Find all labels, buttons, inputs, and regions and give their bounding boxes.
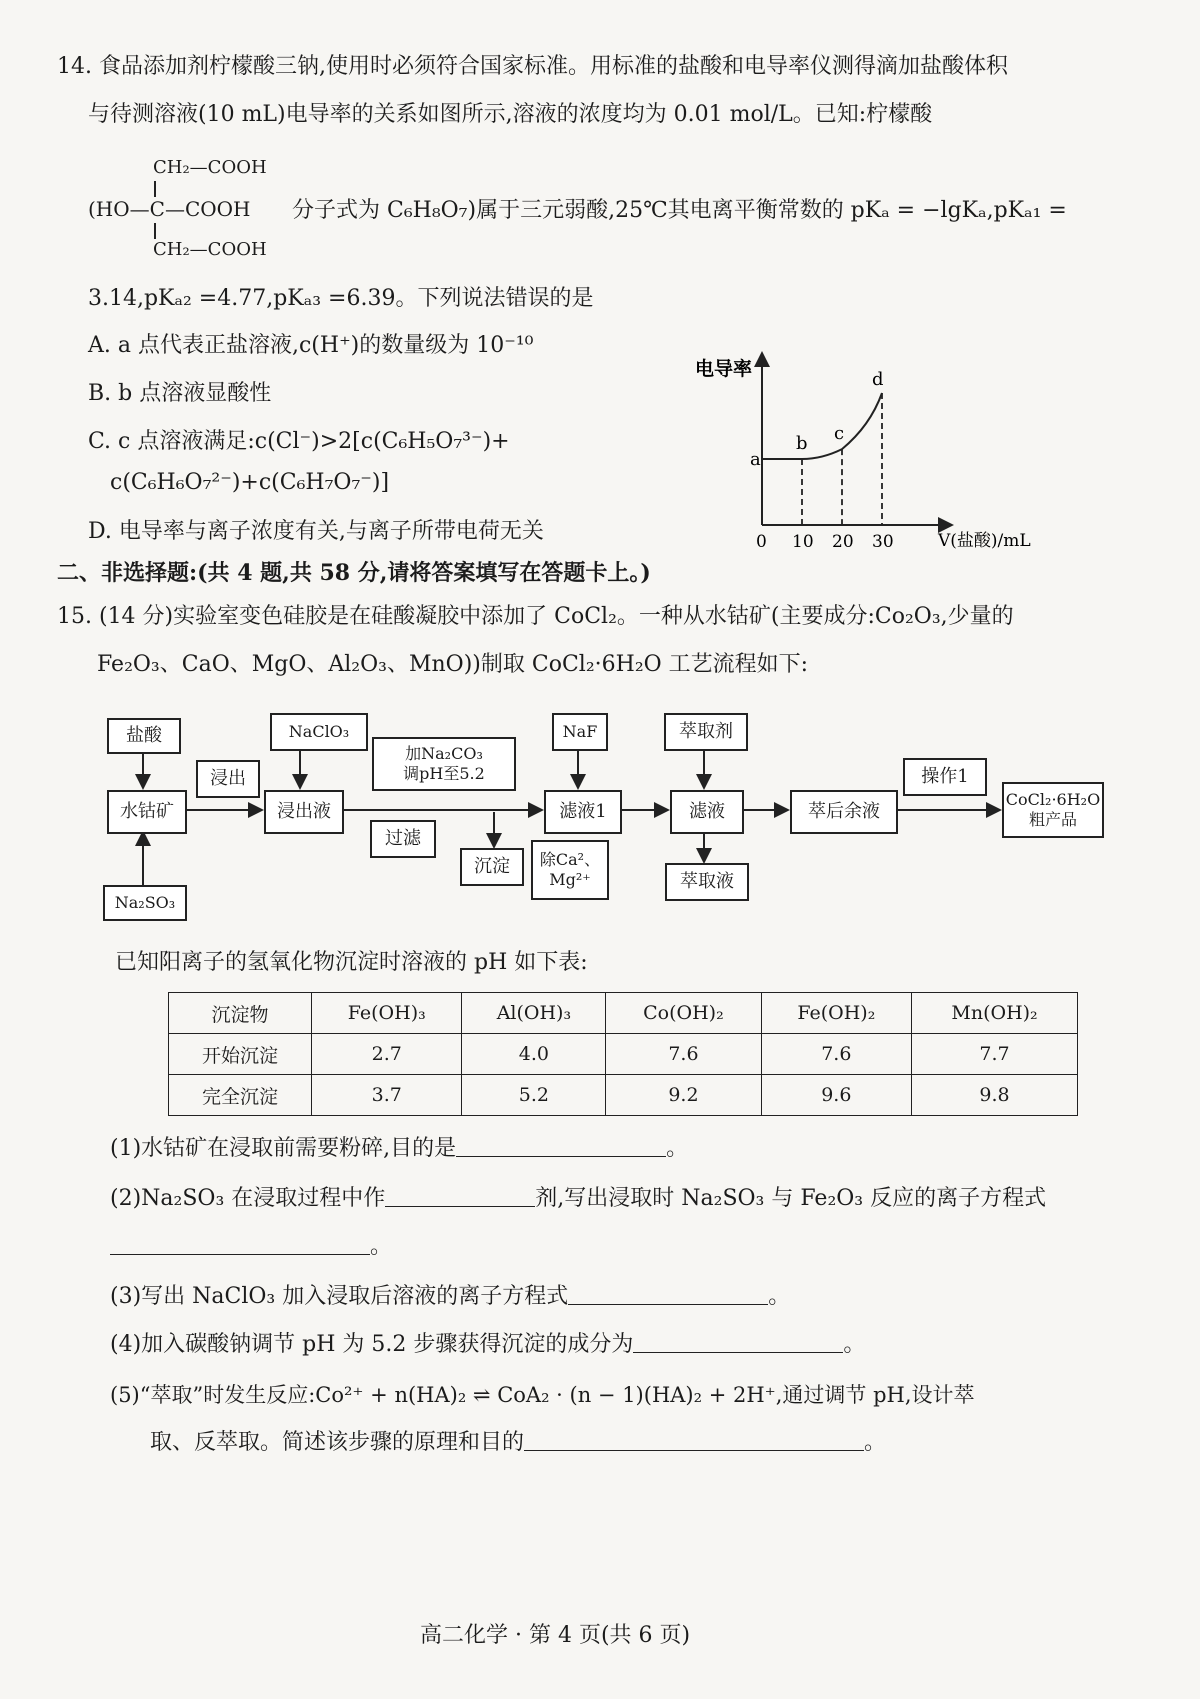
period: 。: [666, 1136, 689, 1161]
raffinate-box: 萃后余液: [790, 790, 898, 834]
q14-option-a: A. a 点代表正盐溶液,c(H⁺)的数量级为 10⁻¹⁰: [88, 333, 534, 358]
ph-table: [168, 992, 1078, 1116]
table-cell: 7.6: [606, 1034, 761, 1075]
precipitate-box: 沉淀: [460, 848, 524, 886]
extract-liquid-box: 萃取液: [665, 863, 749, 901]
answer-blank[interactable]: [385, 1186, 535, 1207]
point-label-b: b: [796, 433, 808, 454]
formula-top: CH₂—COOH: [153, 157, 267, 178]
subq-2-text-b: 剂,写出浸取时 Na₂SO₃ 与 Fe₂O₃ 反应的离子方程式: [535, 1186, 1047, 1211]
remove-line2: Mg²⁺: [549, 870, 591, 889]
table-header-row: [169, 993, 1078, 1034]
q14-line4: 3.14,pKₐ₂ =4.77,pKₐ₃ =6.39。下列说法错误的是: [88, 286, 594, 311]
formula-bottom: CH₂—COOH: [153, 239, 267, 260]
table-header-cell: Fe(OH)₃: [312, 993, 462, 1034]
filtrate-box: 滤液: [670, 790, 744, 834]
table-cell: 2.7: [312, 1034, 462, 1075]
q14-line2: 与待测溶液(10 mL)电导率的关系如图所示,溶液的浓度均为 0.01 mol/L。已知:柠檬酸: [88, 102, 933, 127]
x-tick-label: 30: [872, 532, 894, 552]
table-cell: 5.2: [462, 1075, 606, 1116]
table-header-cell: Co(OH)₂: [606, 993, 761, 1034]
period: 。: [864, 1430, 887, 1455]
product-box: [1002, 782, 1104, 838]
adjust-ph-line1: 加Na₂CO₃: [405, 744, 483, 763]
cobalt-ore-box: 水钴矿: [107, 790, 187, 834]
table-header-cell: Al(OH)₃: [462, 993, 606, 1034]
subq-2-text-a: (2)Na₂SO₃ 在浸取过程中作: [110, 1186, 386, 1211]
subq-2-line2: [110, 1232, 392, 1262]
table-header-cell: Fe(OH)₂: [761, 993, 911, 1034]
q14-option-d: D. 电导率与离子浓度有关,与离子所带电荷无关: [88, 519, 544, 544]
subq-4: [110, 1330, 865, 1360]
adjust-ph-box: [372, 737, 516, 791]
subq-3-text: (3)写出 NaClO₃ 加入浸取后溶液的离子方程式: [110, 1284, 569, 1309]
section-2-heading: 二、非选择题:(共 4 题,共 58 分,请将答案填写在答题卡上。): [57, 560, 651, 586]
table-cell: 7.7: [912, 1034, 1078, 1075]
sodium-fluoride-box: NaF: [552, 713, 608, 751]
subq-5-line1: (5)“萃取”时发生反应:Co²⁺ + n(HA)₂ ⇌ CoA₂ · (n − 1)(HA)₂ + 2H⁺,通过调节 pH,设计萃: [110, 1383, 975, 1407]
x-tick-label: 10: [792, 532, 814, 552]
sodium-chlorate-box: NaClO₃: [270, 713, 368, 751]
subq-5-line2: [150, 1428, 886, 1458]
leach-label-box: 浸出: [196, 760, 260, 798]
q14-line3: 分子式为 C₆H₈O₇)属于三元弱酸,25℃其电离平衡常数的 pKₐ = −lgKₐ,pKₐ₁ =: [292, 198, 1067, 223]
hydrochloric-acid-box: 盐酸: [107, 718, 181, 754]
point-label-d: d: [872, 369, 884, 390]
table-row: [169, 1034, 1078, 1075]
period: 。: [843, 1332, 866, 1357]
filtrate1-box: 滤液1: [544, 790, 622, 834]
q14-option-b: B. b 点溶液显酸性: [88, 381, 272, 406]
table-cell: 9.2: [606, 1075, 761, 1116]
table-cell: 9.8: [912, 1075, 1078, 1116]
table-header-cell: Mn(OH)₂: [912, 993, 1078, 1034]
product-line2: 粗产品: [1028, 810, 1077, 829]
adjust-ph-line2: 调pH至5.2: [403, 764, 485, 783]
remove-line1: 除Ca²、: [539, 850, 601, 869]
answer-blank[interactable]: [568, 1284, 768, 1305]
operation1-box: 操作1: [903, 758, 987, 796]
q15-line1: 15. (14 分)实验室变色硅胶是在硅酸凝胶中添加了 CoCl₂。一种从水钴矿(主要成分:Co₂O₃,少量的: [57, 604, 1014, 629]
subq-1-text: (1)水钴矿在浸取前需要粉碎,目的是: [110, 1136, 457, 1161]
period: 。: [370, 1234, 393, 1259]
table-row: [169, 1075, 1078, 1116]
subq-3: [110, 1282, 790, 1312]
answer-blank[interactable]: [633, 1332, 843, 1353]
x-tick-label: 20: [832, 532, 854, 552]
y-axis-label: 电导率: [695, 358, 753, 380]
product-line1: CoCl₂·6H₂O: [1005, 790, 1101, 809]
x-axis-label: V(盐酸)/mL: [938, 531, 1031, 551]
filter-label-box: 过滤: [370, 820, 436, 858]
table-cell: 4.0: [462, 1034, 606, 1075]
leachate-box: 浸出液: [264, 790, 344, 834]
point-label-a: a: [750, 449, 761, 470]
point-label-c: c: [834, 423, 845, 445]
extractant-box: 萃取剂: [664, 713, 748, 751]
answer-blank[interactable]: [110, 1234, 370, 1255]
q14-option-c-line2: c(C₆H₆O₇²⁻)+c(C₆H₇O₇⁻)]: [110, 470, 390, 495]
table-cell: 完全沉淀: [169, 1075, 312, 1116]
table-cell: 开始沉淀: [169, 1034, 312, 1075]
subq-1: [110, 1134, 688, 1164]
table-cell: 9.6: [761, 1075, 911, 1116]
table-intro: 已知阳离子的氢氧化物沉淀时溶液的 pH 如下表:: [115, 950, 588, 975]
remove-ca-mg-box: [531, 840, 609, 900]
subq-2: [110, 1184, 1046, 1214]
table-cell: 7.6: [761, 1034, 911, 1075]
formula-mid: (HO—C—COOH: [88, 197, 251, 221]
q14-line1: 14. 食品添加剂柠檬酸三钠,使用时必须符合国家标准。用标准的盐酸和电导率仪测得滴加盐酸体积: [57, 54, 1008, 79]
table-cell: 3.7: [312, 1075, 462, 1116]
q14-option-c-line1: C. c 点溶液满足:c(Cl⁻)>2[c(C₆H₅O₇³⁻)+: [88, 429, 510, 454]
answer-blank[interactable]: [524, 1430, 864, 1451]
period: 。: [768, 1284, 791, 1309]
table-header-cell: 沉淀物: [169, 993, 312, 1034]
sodium-sulfite-box: Na₂SO₃: [103, 885, 187, 921]
subq-4-text: (4)加入碳酸钠调节 pH 为 5.2 步骤获得沉淀的成分为: [110, 1332, 634, 1357]
answer-blank[interactable]: [456, 1136, 666, 1157]
q15-line2: Fe₂O₃、CaO、MgO、Al₂O₃、MnO))制取 CoCl₂·6H₂O 工艺流程如下:: [97, 652, 809, 677]
subq-5-text: 取、反萃取。简述该步骤的原理和目的: [150, 1430, 525, 1455]
page-footer: 高二化学 · 第 4 页(共 6 页): [420, 1623, 691, 1648]
x-tick-label: 0: [756, 532, 767, 552]
